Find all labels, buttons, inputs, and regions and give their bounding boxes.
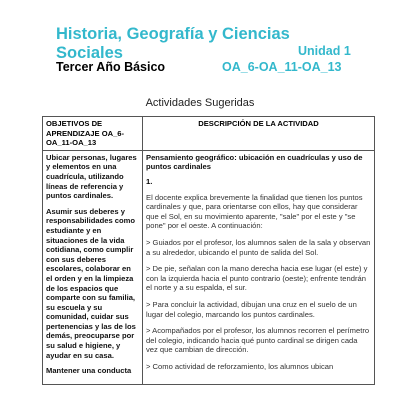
objectives-cell	[43, 150, 143, 384]
objectives-header: OBJETIVOS DE APRENDIZAJE OA_6-OA_11-OA_13	[43, 117, 143, 151]
objective-text: Asumir sus deberes y responsabilidades como estudiante y en situaciones de la vida cotidiana, como cumplir con sus deberes escolares, colaborar en el orden y en la limpieza de los espacios que comparte con su familia, su escuela y su comunidad, cuidar sus pertenencias y las de los demás, preocuparse por su salud e higiene, y ayudar en su casa.	[46, 206, 136, 360]
activity-paragraph: > De pie, señalan con la mano derecha hacia ese lugar (el este) y con la izquierda hacia el punto contrario (oeste); enfrente tendrán el norte y a su espalda, el sur.	[146, 264, 368, 293]
description-cell	[143, 150, 375, 384]
grade-label: Tercer Año Básico	[56, 60, 166, 74]
unit-label: Unidad 1	[298, 44, 351, 58]
table-row	[43, 150, 375, 384]
activities-table	[42, 116, 375, 385]
subject-title-line2: Sociales	[56, 44, 123, 62]
objective-text: Mantener una conducta	[46, 366, 132, 376]
table-header-row	[43, 117, 375, 151]
objective-text: Ubicar personas, lugares y elementos en una cuadrícula, utilizando líneas de referencia y puntos cardinales.	[46, 152, 137, 201]
activity-number: 1.	[146, 176, 153, 186]
subject-title-line1: Historia, Geografía y Ciencias	[56, 25, 290, 43]
activity-paragraph: El docente explica brevemente la finalidad que tienen los puntos cardinales y que, para orientarse con ellos, hay que considerar que el Sol, en su movimiento aparente, "sale" por el este y "se pone" por el oeste. A continuación:	[146, 192, 363, 231]
description-header: DESCRIPCIÓN DE LA ACTIVIDAD	[143, 117, 375, 151]
activity-title: Pensamiento geográfico: ubicación en cuadrículas y uso de puntos cardinales	[146, 152, 363, 172]
activity-paragraph: > Guiados por el profesor, los alumnos salen de la sala y observan a su alrededor, ubicando el punto de salida del Sol.	[146, 237, 371, 257]
activity-paragraph: > Acompañados por el profesor, los alumnos recorren el perímetro del colegio, indicando hacia qué punto cardinal se dirigen cada vez que cambian de dirección.	[146, 326, 370, 355]
section-title: Actividades Sugeridas	[145, 97, 255, 109]
oa-label: OA_6-OA_11-OA_13	[222, 60, 342, 74]
activity-paragraph: > Como actividad de reforzamiento, los alumnos ubican	[146, 361, 334, 371]
activity-paragraph: > Para concluir la actividad, dibujan una cruz en el suelo de un lugar del colegio, marcando los puntos cardinales.	[146, 299, 357, 319]
subject-title	[56, 25, 290, 63]
